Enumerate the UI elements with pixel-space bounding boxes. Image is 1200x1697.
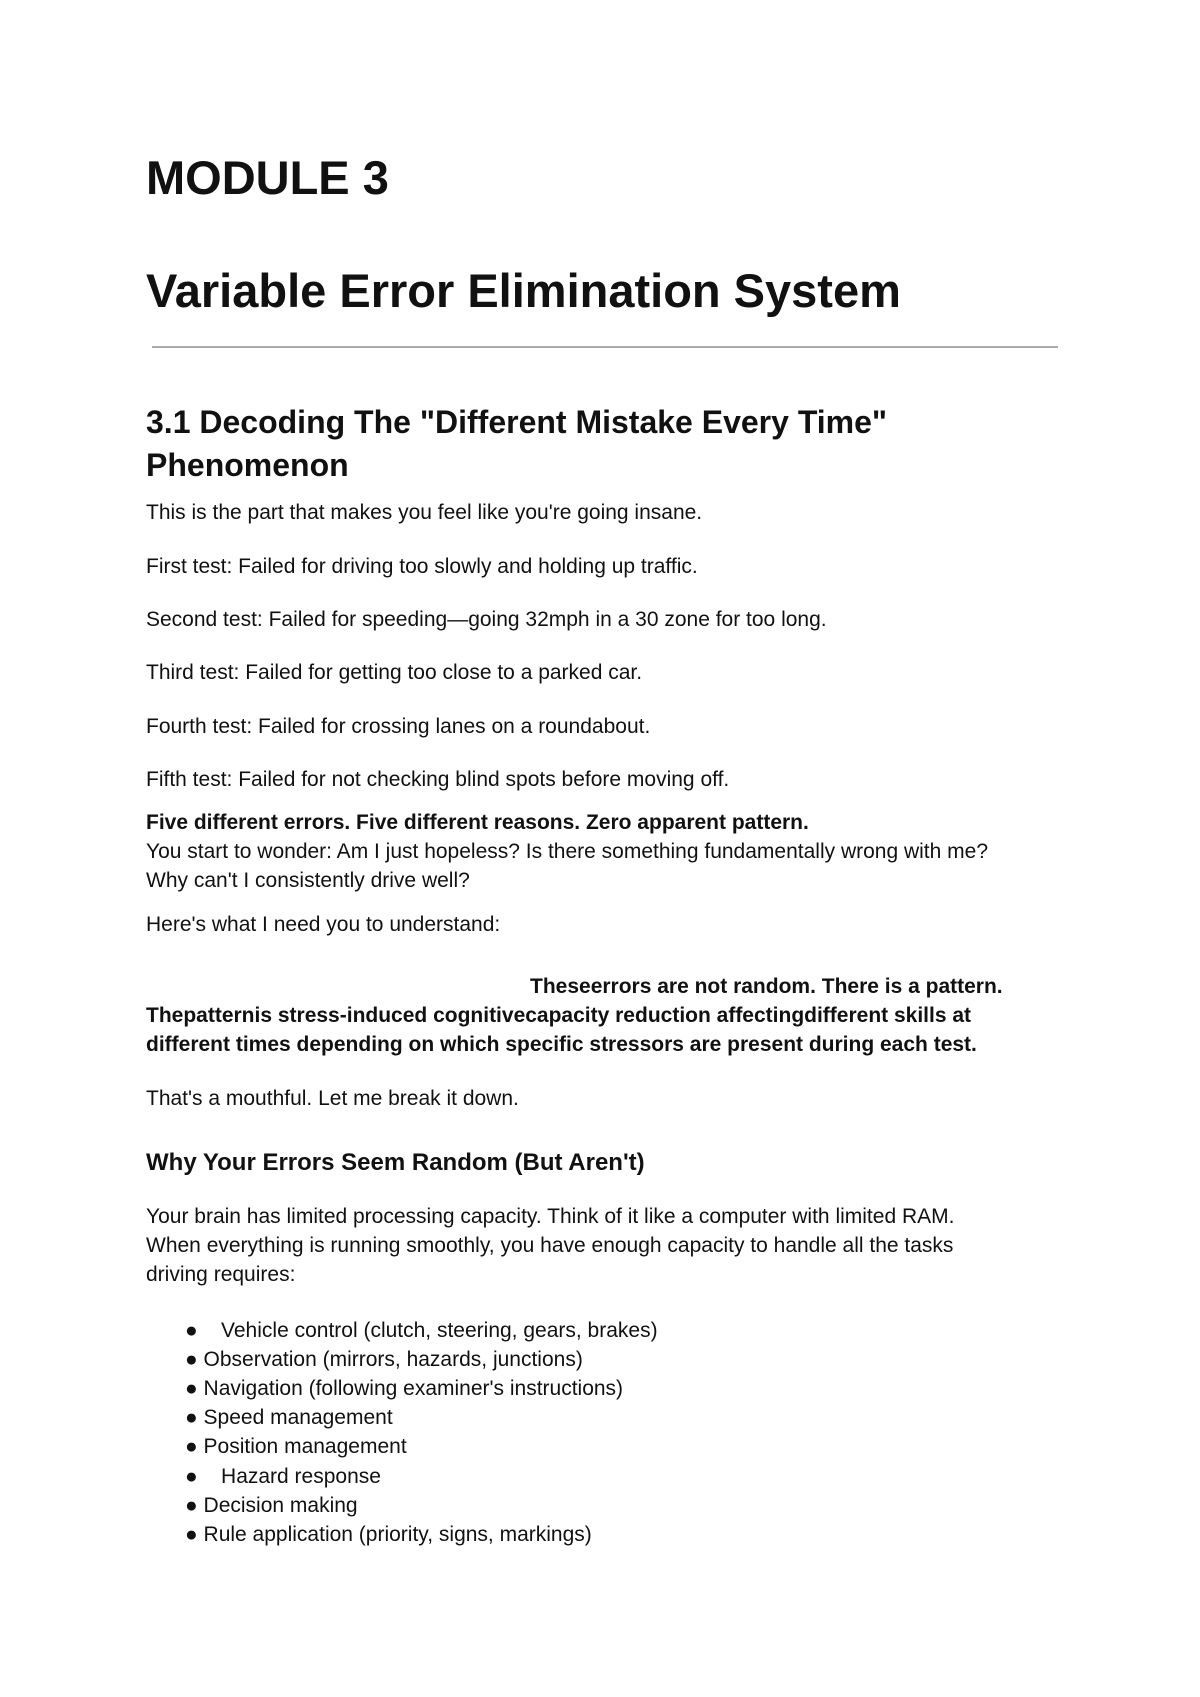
wonder-line-2: Why can't I consistently drive well? (146, 869, 470, 892)
bullet-icon: ● (185, 1494, 198, 1517)
bullet-icon: ● (185, 1465, 198, 1488)
bullet-icon: ● (185, 1348, 198, 1371)
capacity-line-3: driving requires: (146, 1263, 296, 1286)
section-heading-line-1: 3.1 Decoding The "Different Mistake Every Time" (146, 404, 888, 440)
list-item (185, 1432, 407, 1461)
callout-line-1: Theseerrors are not random. There is a pattern. (530, 975, 1003, 998)
list-item-label: Rule application (priority, signs, markings) (203, 1523, 592, 1546)
list-item-label: Vehicle control (clutch, steering, gears, brakes) (221, 1319, 658, 1342)
bullet-icon: ● (185, 1523, 198, 1546)
list-item-label: Decision making (203, 1494, 358, 1517)
understand-paragraph: Here's what I need you to understand: (146, 913, 501, 936)
callout-line-2: Thepatternis stress-induced cognitivecapacity reduction affectingdifferent skills at (146, 1004, 972, 1027)
module-title: Variable Error Elimination System (146, 264, 901, 317)
test-item-1: First test: Failed for driving too slowly and holding up traffic. (146, 555, 698, 578)
capacity-line-2: When everything is running smoothly, you have enough capacity to handle all the tasks (146, 1234, 954, 1257)
list-item (185, 1345, 583, 1374)
section-heading-line-2: Phenomenon (146, 447, 349, 483)
callout-line-3: different times depending on which specific stressors are present during each test. (146, 1033, 977, 1056)
bullet-icon: ● (185, 1435, 198, 1458)
test-item-4: Fourth test: Failed for crossing lanes on a roundabout. (146, 715, 651, 738)
summary-bold: Five different errors. Five different reasons. Zero apparent pattern. (146, 811, 809, 834)
capacity-line-1: Your brain has limited processing capacity. Think of it like a computer with limited RAM. (146, 1205, 955, 1228)
list-item-label: Navigation (following examiner's instructions) (203, 1377, 624, 1400)
intro-paragraph: This is the part that makes you feel like you're going insane. (146, 501, 703, 524)
list-item-label: Observation (mirrors, hazards, junctions) (203, 1348, 583, 1371)
test-item-5: Fifth test: Failed for not checking blind spots before moving off. (146, 768, 730, 791)
wonder-line-1: You start to wonder: Am I just hopeless? Is there something fundamentally wrong with me? (146, 840, 989, 863)
list-item (185, 1403, 393, 1432)
bullet-icon: ● (185, 1406, 198, 1429)
list-item-label: Hazard response (221, 1465, 381, 1488)
list-item (185, 1520, 592, 1549)
mouthful-paragraph: That's a mouthful. Let me break it down. (146, 1087, 519, 1110)
subsection-heading: Why Your Errors Seem Random (But Aren't) (146, 1149, 645, 1176)
list-item-label: Position management (203, 1435, 407, 1458)
bullet-icon: ● (185, 1319, 198, 1342)
list-item (185, 1316, 658, 1345)
module-label: MODULE 3 (146, 151, 389, 204)
list-item-label: Speed management (203, 1406, 393, 1429)
list-item (185, 1462, 381, 1491)
bullet-icon: ● (185, 1377, 198, 1400)
test-item-3: Third test: Failed for getting too close to a parked car. (146, 661, 643, 684)
list-item (185, 1374, 623, 1403)
horizontal-rule (152, 346, 1058, 348)
test-item-2: Second test: Failed for speeding—going 32mph in a 30 zone for too long. (146, 608, 827, 631)
list-item (185, 1491, 358, 1520)
